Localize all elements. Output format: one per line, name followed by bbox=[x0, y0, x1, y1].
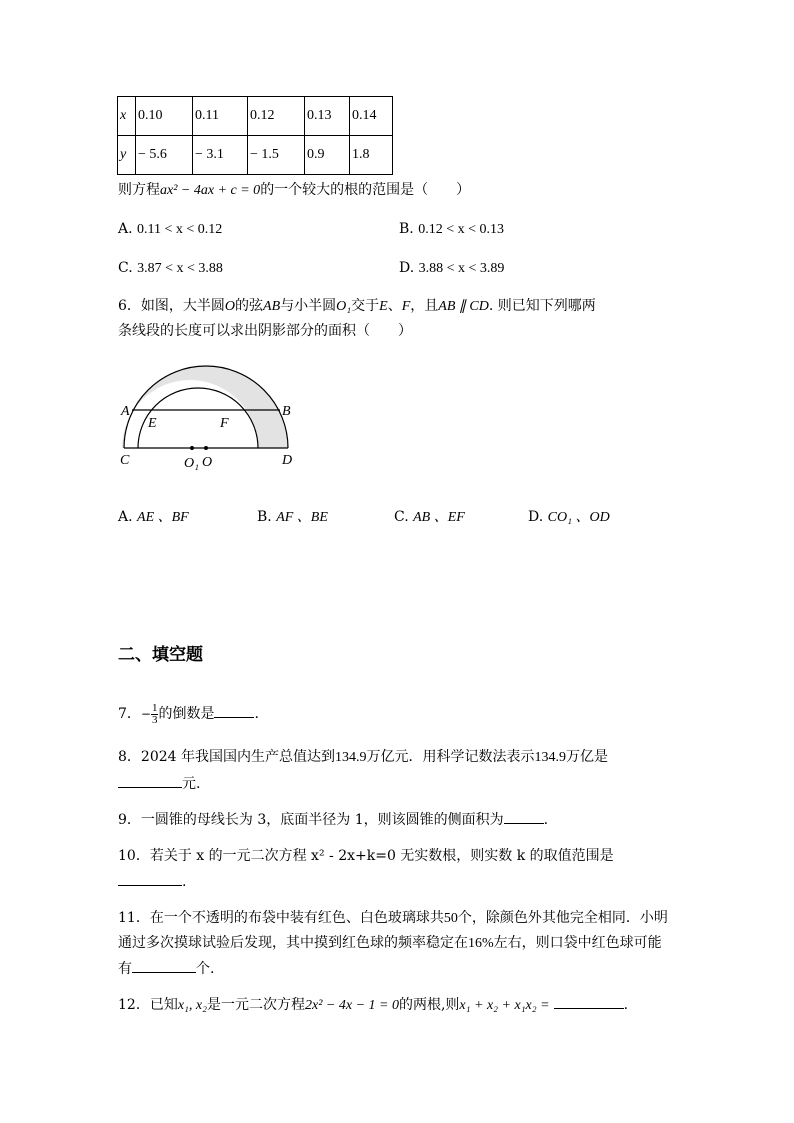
q12-text: 的两根,则 bbox=[398, 997, 460, 1013]
table-cell: 0.11 bbox=[193, 97, 248, 136]
q7-fraction-numerator: 1 bbox=[151, 701, 158, 714]
q11-line3 bbox=[118, 958, 214, 979]
q5-option-b-text: 0.12 < x < 0.13 bbox=[418, 222, 504, 237]
q5-option-a-text: 0.11 < x < 0.12 bbox=[137, 222, 223, 237]
label-o1: O₁ bbox=[184, 456, 199, 471]
q6-stem-line1 bbox=[118, 296, 596, 317]
q11-percent: 16% bbox=[468, 936, 494, 951]
q10-end: . bbox=[182, 874, 187, 890]
q6-text: 6．如图，大半圆 bbox=[118, 298, 225, 314]
q12-equation: 2x² − 4x − 1 = 0 bbox=[305, 998, 399, 1013]
table-cell: 0.13 bbox=[305, 97, 350, 136]
table-cell: 0.14 bbox=[350, 97, 393, 136]
q9-answer-blank[interactable] bbox=[504, 809, 544, 824]
semicircle-figure bbox=[112, 360, 312, 472]
q6-option-c-label: C. bbox=[394, 509, 409, 525]
q7-fraction bbox=[141, 700, 159, 728]
table-row-x bbox=[118, 97, 393, 136]
table-cell: − 1.5 bbox=[248, 136, 305, 175]
table-cell: − 5.6 bbox=[136, 136, 193, 175]
q11-line2 bbox=[118, 933, 662, 954]
section-heading: 二、填空题 bbox=[118, 645, 203, 665]
q11-answer-blank[interactable] bbox=[132, 958, 196, 973]
label-e: E bbox=[148, 416, 157, 431]
q8-text: 万亿是 bbox=[566, 749, 608, 765]
q12-end: . bbox=[623, 997, 629, 1013]
q6-math: E bbox=[379, 299, 388, 314]
q11-line1 bbox=[118, 908, 668, 929]
q5-option-d bbox=[399, 258, 504, 279]
q7-fraction-sign: − bbox=[140, 707, 151, 721]
label-o: O bbox=[202, 455, 213, 470]
table-row-y bbox=[118, 136, 393, 175]
q5-option-c-text: 3.87 < x < 3.88 bbox=[137, 261, 223, 276]
q11-text: 11．在一个不透明的布袋中装有红色、白色玻璃球共 bbox=[118, 910, 444, 926]
q7-number: 7． bbox=[118, 706, 141, 722]
q6-option-a-text: AE 、BF bbox=[137, 510, 189, 525]
q8-answer-blank[interactable] bbox=[118, 773, 182, 788]
q7-fraction-denominator: 3 bbox=[151, 713, 158, 726]
q11-number: 50 bbox=[443, 911, 458, 926]
value-table bbox=[117, 96, 393, 175]
q7-text: 的倒数是 bbox=[158, 706, 215, 722]
table-cell: 1.8 bbox=[350, 136, 393, 175]
point-o1 bbox=[190, 446, 194, 450]
q5-option-b-label: B. bbox=[399, 221, 414, 237]
q6-option-c-text: AB 、EF bbox=[413, 510, 465, 525]
q6-math: AB bbox=[263, 299, 281, 314]
q5-option-a-label: A. bbox=[118, 221, 133, 237]
q6-option-b-label: B. bbox=[257, 509, 272, 525]
q6-text: . 则已知下列哪两 bbox=[488, 298, 596, 314]
q6-option-d-text: CO₁ 、OD bbox=[547, 510, 610, 525]
q12 bbox=[118, 994, 628, 1016]
table-header-y: y bbox=[118, 136, 136, 175]
q6-option-c bbox=[394, 507, 465, 528]
q12-expression: x₁ + x₂ + x₁x₂ = bbox=[459, 998, 550, 1013]
q6-text: 的弦 bbox=[235, 298, 264, 314]
q8-text: 万亿元．用科学记数法表示 bbox=[366, 749, 535, 765]
q7 bbox=[118, 700, 259, 728]
q5-stem-pre: 则方程 bbox=[118, 182, 160, 198]
q11-text: 个，除颜色外其他完全相同．小明 bbox=[457, 910, 668, 926]
q6-option-d-label: D. bbox=[528, 509, 544, 525]
q6-math: AB ∥ CD bbox=[438, 299, 489, 314]
label-d: D bbox=[282, 453, 293, 468]
q5-option-b bbox=[399, 219, 504, 240]
table-cell: 0.10 bbox=[136, 97, 193, 136]
q6-option-b-text: AF 、BE bbox=[276, 510, 328, 525]
q9-text: 9．一圆锥的母线长为 3，底面半径为 1，则该圆锥的侧面积为 bbox=[118, 812, 504, 828]
q5-option-d-text: 3.88 < x < 3.89 bbox=[418, 261, 505, 276]
label-a: A bbox=[121, 404, 130, 419]
q7-end: . bbox=[254, 706, 259, 722]
q12-answer-blank[interactable] bbox=[554, 994, 624, 1009]
q6-option-d bbox=[528, 507, 610, 528]
point-o bbox=[204, 446, 208, 450]
q8-line1 bbox=[118, 747, 608, 768]
q5-option-c bbox=[118, 258, 223, 279]
q6-option-b bbox=[257, 507, 328, 528]
q8-line2 bbox=[118, 773, 200, 794]
q9-end: . bbox=[543, 812, 549, 828]
q10-line2 bbox=[118, 871, 186, 892]
q11-text: 个. bbox=[196, 961, 215, 977]
q6-text: 与小半圆 bbox=[280, 298, 337, 314]
table-cell: 0.12 bbox=[248, 97, 305, 136]
q5-option-d-label: D. bbox=[399, 260, 415, 276]
q12-roots: x₁, x₂ bbox=[177, 998, 207, 1013]
q11-text: 左右，则口袋中红色球可能 bbox=[493, 935, 662, 951]
q6-option-a bbox=[118, 507, 189, 528]
q11-text: 有 bbox=[118, 961, 132, 977]
q7-answer-blank[interactable] bbox=[214, 703, 254, 718]
label-c: C bbox=[120, 453, 130, 468]
q10-answer-blank[interactable] bbox=[118, 871, 182, 886]
q6-text: 、 bbox=[387, 298, 402, 314]
q5-stem-post: 的一个较大的根的范围是（ ） bbox=[260, 182, 471, 198]
q12-text: 12．已知 bbox=[118, 997, 178, 1013]
q10-line1: 10．若关于 x 的一元二次方程 x² - 2x+k=0 无实数根，则实数 k 的取值范围是 bbox=[118, 848, 614, 864]
q6-option-a-label: A. bbox=[118, 509, 133, 525]
q9 bbox=[118, 809, 548, 830]
q6-text: 交于 bbox=[351, 298, 380, 314]
q11-text: 通过多次摸球试验后发现，其中摸到红色球的频率稳定在 bbox=[118, 935, 468, 951]
q6-math: O bbox=[224, 299, 236, 314]
q8-number: 134.9 bbox=[335, 750, 367, 765]
q5-option-c-label: C. bbox=[118, 260, 133, 276]
q6-math: O₁ bbox=[336, 299, 352, 314]
q6-math: F bbox=[401, 299, 411, 314]
q5-option-a bbox=[118, 219, 222, 240]
q5-equation: ax² − 4ax + c = 0 bbox=[160, 183, 261, 198]
q8-number: 134.9 bbox=[534, 750, 566, 765]
table-cell: − 3.1 bbox=[193, 136, 248, 175]
q6-text: ，且 bbox=[410, 298, 439, 314]
label-b: B bbox=[282, 404, 291, 419]
table-header-x: x bbox=[118, 97, 136, 136]
q5-stem bbox=[118, 180, 470, 201]
q12-text: 是一元二次方程 bbox=[207, 997, 305, 1013]
label-f: F bbox=[220, 416, 229, 431]
table-cell: 0.9 bbox=[305, 136, 350, 175]
q6-stem-line2: 条线段的长度可以求出阴影部分的面积（ ） bbox=[118, 323, 412, 339]
q8-text: 8．2024 年我国国内生产总值达到 bbox=[118, 749, 335, 765]
q8-unit: 元. bbox=[182, 776, 201, 792]
